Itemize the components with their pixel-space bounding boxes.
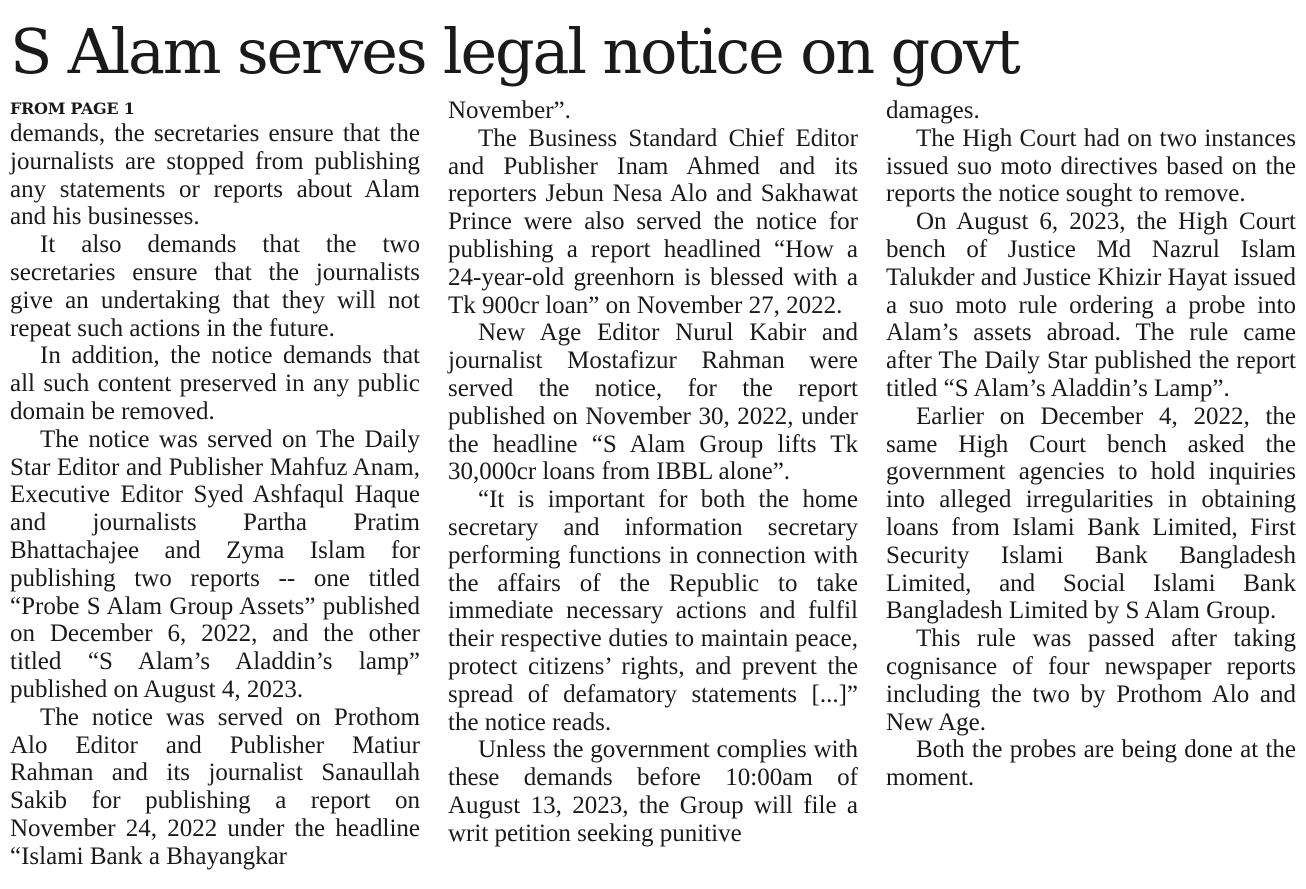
paragraph: New Age Editor Nurul Kabir and journalist Mostafizur Rahman were served the notice, for the report published on November 30, 2022, under the headline “S Alam Group lifts Tk 30,000cr loans from IBBL alone”. [448, 319, 858, 486]
paragraph: Both the probes are being done at the moment. [886, 736, 1296, 792]
paragraph: The High Court had on two instances issued suo moto directives based on the reports the notice sought to remove. [886, 124, 1296, 208]
paragraph: “It is important for both the home secretary and information secretary performing functions in connection with the affairs of the Republic to take immediate necessary actions and fulfil their respective duties to maintain peace, protect citizens’ rights, and prevent the spread of defamatory statements [...]” the notice reads. [448, 486, 858, 736]
headline: S Alam serves legal notice on govt [10, 15, 1019, 88]
paragraph: The Business Standard Chief Editor and Publisher Inam Ahmed and its reporters Jebun Nesa Alo and Sakhawat Prince were also served the notice for publishing a report headlined “How a 24-year-old greenhorn is blessed with a Tk 900cr loan” on November 27, 2022. [448, 124, 858, 319]
paragraph: demands, the secretaries ensure that the journalists are stopped from publishing any statements or reports about Alam and his businesses. [10, 120, 420, 231]
paragraph: On August 6, 2023, the High Court bench of Justice Md Nazrul Islam Talukder and Justice Khizir Hayat issued a suo moto rule ordering a probe into Alam’s assets abroad. The rule came after The Daily Star published the report titled “S Alam’s Aladdin’s Lamp”. [886, 208, 1296, 402]
article-column-2 [448, 97, 858, 848]
paragraph: This rule was passed after taking cognisance of four newspaper reports including the two by Prothom Alo and New Age. [886, 625, 1296, 736]
paragraph: November”. [448, 97, 571, 124]
paragraph: Unless the government complies with these demands before 10:00am of August 13, 2023, the Group will file a writ petition seeking punitive [448, 736, 858, 847]
from-page-kicker: FROM PAGE 1 [10, 99, 135, 118]
paragraph: The notice was served on Prothom Alo Editor and Publisher Matiur Rahman and its journalist Sanaullah Sakib for publishing a report on November 24, 2022 under the headline “Islami Bank a Bhayangkar [10, 703, 420, 870]
article-column-3 [886, 97, 1296, 792]
paragraph: The notice was served on The Daily Star Editor and Publisher Mahfuz Anam, Executive Editor Syed Ashfaqul Haque and journalists Partha Pratim Bhattachajee and Zyma Islam for publishing two reports -- one titled “Probe S Alam Group Assets” published on December 6, 2022, and the other titled “S Alam’s Aladdin’s lamp” published on August 4, 2023. [10, 425, 420, 703]
paragraph: damages. [886, 97, 980, 124]
paragraph: In addition, the notice demands that all such content preserved in any public domain be removed. [10, 342, 420, 425]
article-column-1 [10, 98, 420, 871]
paragraph: Earlier on December 4, 2022, the same High Court bench asked the government agencies to hold inquiries into alleged irregularities in obtaining loans from Islami Bank Limited, First Security Islami Bank Bangladesh Limited, and Social Islami Bank Bangladesh Limited by S Alam Group. [886, 402, 1296, 625]
paragraph: It also demands that the two secretaries ensure that the journalists give an undertaking that they will not repeat such actions in the future. [10, 231, 420, 342]
